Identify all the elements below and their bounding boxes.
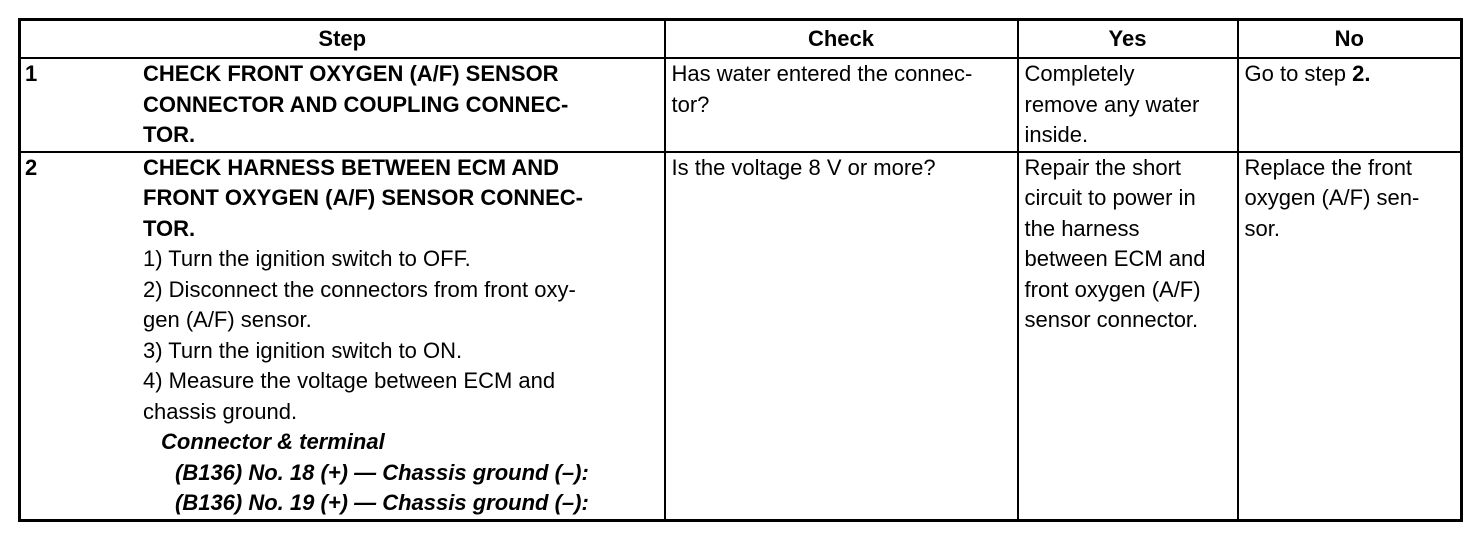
connector-item: (B136) No. 18 (+) — Chassis ground (–): xyxy=(175,459,589,485)
yes-line: inside. xyxy=(1024,122,1089,147)
instruction-line: 1) Turn the ignition switch to OFF. xyxy=(143,246,471,271)
yes-line: between ECM and xyxy=(1024,246,1206,271)
no-line: Replace the front xyxy=(1244,154,1413,180)
yes-line: Completely xyxy=(1024,61,1135,86)
instruction-line: 2) Disconnect the connectors from front oxy- xyxy=(143,276,576,302)
step-title-line: CHECK HARNESS BETWEEN ECM AND xyxy=(143,154,559,180)
step-instructions xyxy=(143,244,658,519)
no-line: oxygen (A/F) sen- xyxy=(1244,185,1420,210)
check-cell xyxy=(665,152,1018,521)
step-cell xyxy=(20,152,665,521)
step-cell xyxy=(20,58,665,152)
check-cell xyxy=(665,58,1018,152)
diagnostic-table xyxy=(18,18,1463,522)
yes-line: remove any water xyxy=(1024,91,1200,117)
step-number: 2 xyxy=(25,154,38,180)
step-title-line: CHECK FRONT OXYGEN (A/F) SENSOR xyxy=(143,61,559,86)
yes-line: sensor connector. xyxy=(1024,307,1199,332)
check-line: tor? xyxy=(671,91,710,117)
yes-line: Repair the short xyxy=(1024,154,1182,180)
step-title-line: FRONT OXYGEN (A/F) SENSOR CONNEC- xyxy=(143,185,584,210)
no-step-link: 2. xyxy=(1352,61,1371,86)
step-title-line: TOR. xyxy=(143,122,196,147)
check-line: Is the voltage 8 V or more? xyxy=(671,154,936,180)
step-body xyxy=(143,59,658,151)
no-line: sor. xyxy=(1244,215,1280,241)
instruction-line: 3) Turn the ignition switch to ON. xyxy=(143,337,463,363)
no-cell xyxy=(1238,58,1462,152)
yes-cell xyxy=(1018,152,1238,521)
no-text: Go to step xyxy=(1244,61,1353,86)
yes-line: circuit to power in xyxy=(1024,185,1196,210)
instruction-line: chassis ground. xyxy=(143,398,298,424)
step-title-line: TOR. xyxy=(143,215,196,241)
connector-item: (B136) No. 19 (+) — Chassis ground (–): xyxy=(175,490,589,515)
header-check: Check xyxy=(665,20,1018,59)
connector-label: Connector & terminal xyxy=(161,429,385,454)
step-title-line: CONNECTOR AND COUPLING CONNEC- xyxy=(143,91,569,117)
table-row xyxy=(20,58,1462,152)
header-no: No xyxy=(1238,20,1462,59)
instruction-line: 4) Measure the voltage between ECM and xyxy=(143,368,556,393)
table-row xyxy=(20,152,1462,521)
yes-cell xyxy=(1018,58,1238,152)
no-cell xyxy=(1238,152,1462,521)
header-row xyxy=(20,20,1462,59)
step-number: 1 xyxy=(25,61,38,86)
instruction-line: gen (A/F) sensor. xyxy=(143,307,312,332)
step-body xyxy=(143,153,658,245)
yes-line: front oxygen (A/F) xyxy=(1024,276,1201,302)
header-step: Step xyxy=(20,20,665,59)
header-yes: Yes xyxy=(1018,20,1238,59)
check-line: Has water entered the connec- xyxy=(671,61,973,86)
yes-line: the harness xyxy=(1024,215,1140,241)
